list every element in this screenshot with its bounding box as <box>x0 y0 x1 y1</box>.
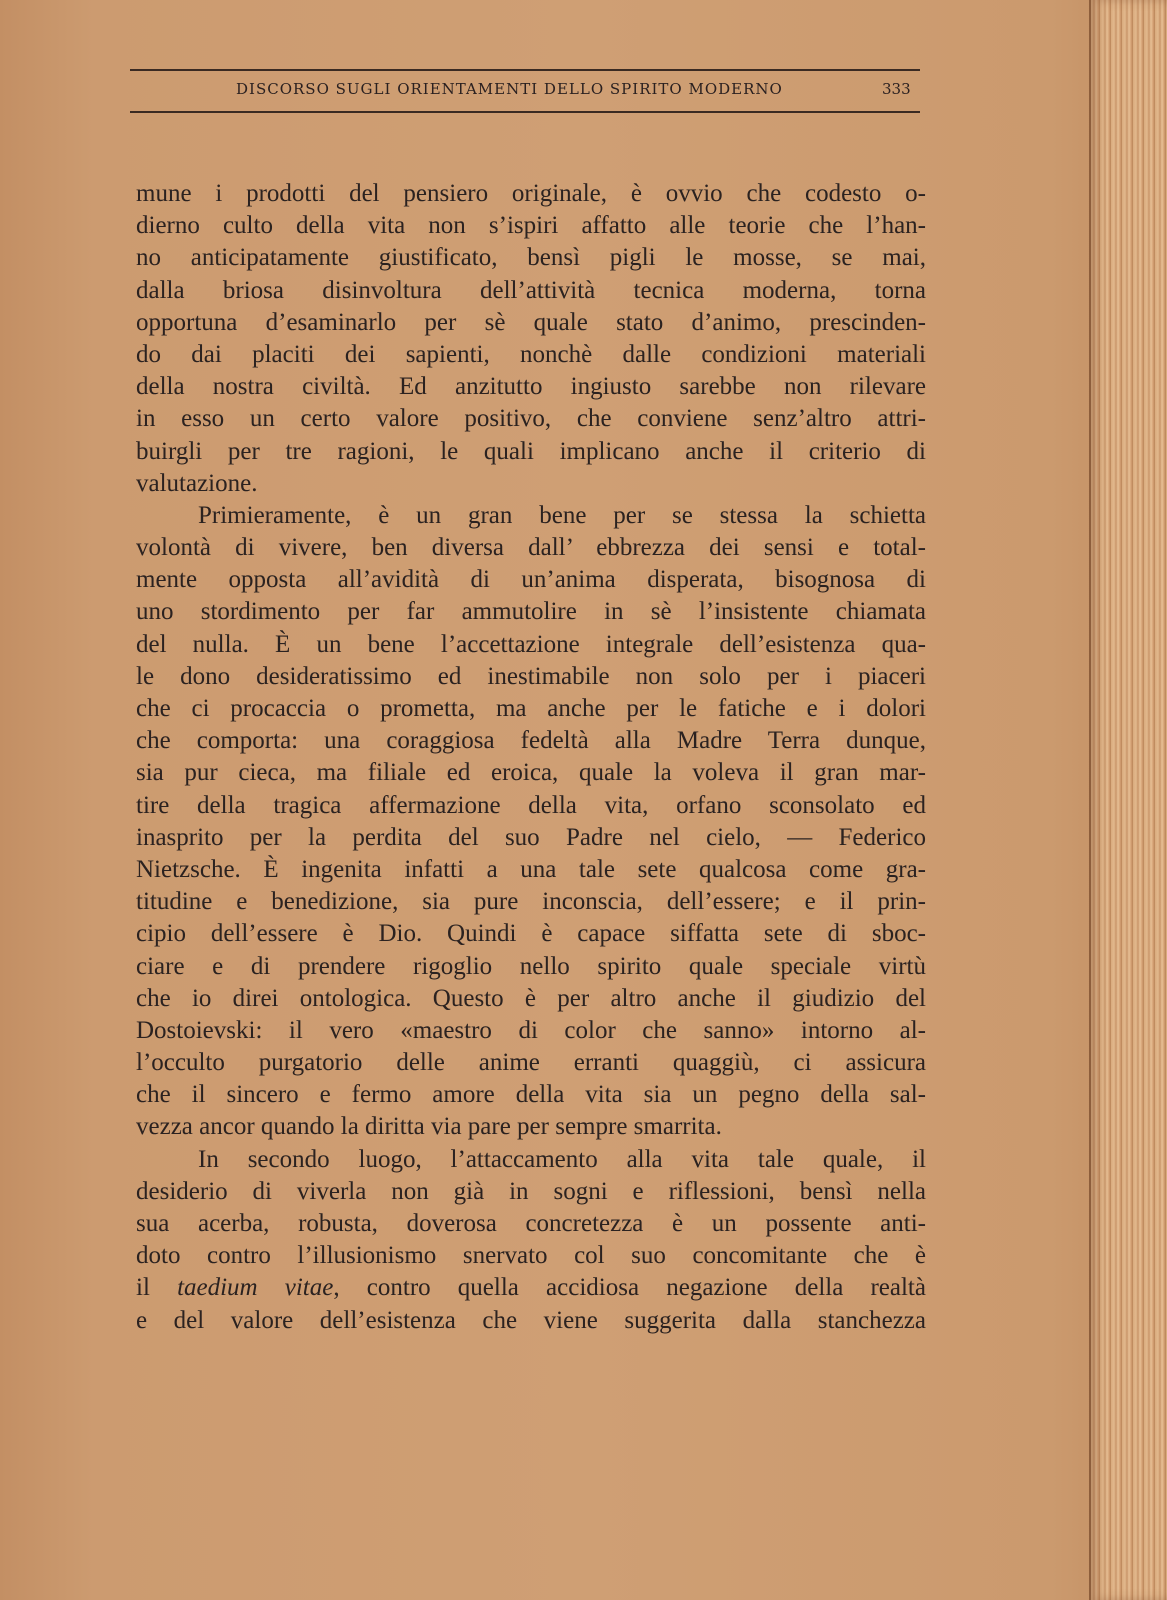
text-line: titudine e benedizione, sia pure inconscia, dell’essere; e il prin- <box>136 888 926 916</box>
italic-latin-phrase: taedium vitae <box>177 1274 334 1302</box>
paragraph-first-line: In secondo luogo, l’attaccamento alla vita tale quale, il <box>198 1145 926 1173</box>
text-line <box>136 1272 926 1304</box>
text-line: che io direi ontologica. Questo è per altro anche il giudizio del <box>136 984 926 1012</box>
text-line: Nietzsche. È ingenita infatti a una tale sete qualcosa come gra- <box>136 855 926 883</box>
text-line: sia pur cieca, ma filiale ed eroica, quale la voleva il gran mar- <box>136 759 926 787</box>
text-line: del nulla. È un bene l’accettazione integrale dell’esistenza qua- <box>136 630 926 658</box>
text-line: do dai placiti dei sapienti, nonchè dalle condizioni materiali <box>136 340 926 368</box>
text-line: e del valore dell’esistenza che viene suggerita dalla stanchezza <box>136 1306 926 1334</box>
paragraph-first-line: Primieramente, è un gran bene per se stessa la schietta <box>198 501 926 529</box>
text-line: in esso un certo valore positivo, che conviene senz’altro attri- <box>136 405 926 433</box>
book-page-edge <box>1089 0 1167 1600</box>
text-line: desiderio di viverla non già in sogni e riflessioni, bensì nella <box>136 1177 926 1205</box>
header-rule-bottom <box>130 111 920 113</box>
text-line: cipio dell’essere è Dio. Quindi è capace siffatta sete di sboc- <box>136 920 926 948</box>
text-line: sua acerba, robusta, doverosa concretezza è un possente anti- <box>136 1210 926 1237</box>
text-line: della nostra civiltà. Ed anzitutto ingiusto sarebbe non rilevare <box>136 373 926 401</box>
text-line: dalla briosa disinvoltura dell’attività tecnica moderna, torna <box>136 276 926 304</box>
page-number: 333 <box>882 80 911 98</box>
text-line: ciare e di prendere rigoglio nello spirito quale speciale virtù <box>136 952 926 980</box>
text-line-post: , contro quella accidiosa negazione della realtà <box>333 1274 926 1302</box>
text-line-pre: il <box>136 1274 178 1302</box>
text-line: le dono desideratissimo ed inestimabile non solo per i piaceri <box>136 662 926 690</box>
text-line: buirgli per tre ragioni, le quali implicano anche il criterio di <box>136 437 926 465</box>
text-line: che il sincero e fermo amore della vita sia un pegno della sal- <box>136 1081 926 1109</box>
text-line: che comporta: una coraggiosa fedeltà alla Madre Terra dunque, <box>136 727 926 755</box>
text-line: no anticipatamente giustificato, bensì pigli le mosse, se mai, <box>136 244 926 272</box>
text-line: l’occulto purgatorio delle anime erranti quaggiù, ci assicura <box>136 1049 926 1077</box>
text-line: opportuna d’esaminarlo per sè quale stato d’animo, prescinden- <box>136 308 926 336</box>
text-line: Dostoievski: il vero «maestro di color che sanno» intorno al- <box>136 1016 926 1044</box>
text-line: mente opposta all’avidità di un’anima disperata, bisognosa di <box>136 566 926 594</box>
text-line: che ci procaccia o prometta, ma anche per le fatiche e i dolori <box>136 695 926 722</box>
text-line: tire della tragica affermazione della vita, orfano sconsolato ed <box>136 791 926 819</box>
running-head: DISCORSO SUGLI ORIENTAMENTI DELLO SPIRITO MODERNO <box>236 80 783 98</box>
text-line: dierno culto della vita non s’ispiri affatto alle teorie che l’han- <box>136 212 926 240</box>
text-line: valutazione. <box>136 469 258 497</box>
text-line: volontà di vivere, ben diversa dall’ ebbrezza dei sensi e total- <box>136 534 926 562</box>
text-line: inasprito per la perdita del suo Padre nel cielo, — Federico <box>136 823 926 851</box>
text-line: mune i prodotti del pensiero originale, è ovvio che codesto o- <box>136 180 926 207</box>
text-line: vezza ancor quando la diritta via pare per sempre smarrita. <box>136 1113 722 1141</box>
text-line: doto contro l’illusionismo snervato col suo concomitante che è <box>136 1242 926 1270</box>
text-line: uno stordimento per far ammutolire in sè l’insistente chiamata <box>136 598 926 626</box>
header-rule-top <box>130 69 920 71</box>
body-text <box>136 178 926 1337</box>
